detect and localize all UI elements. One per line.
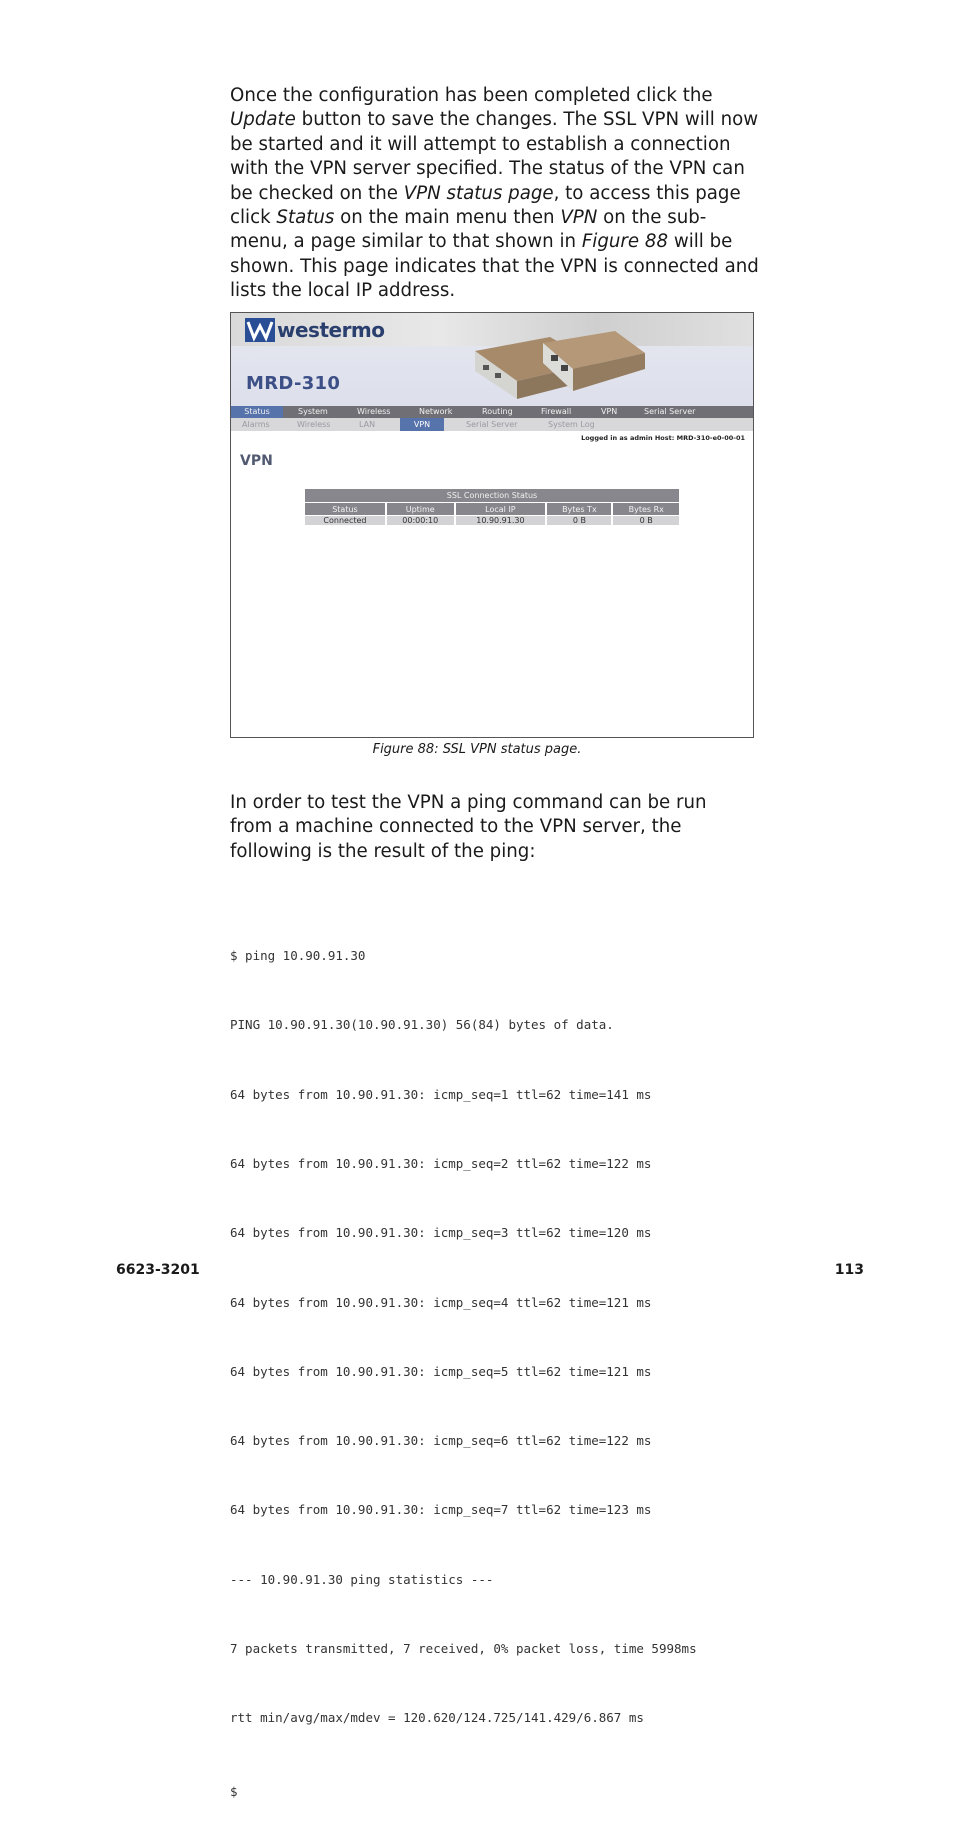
- console-line: 64 bytes from 10.90.91.30: icmp_seq=4 ttl=62 time=121 ms: [230, 1294, 652, 1310]
- vpn-page-title: VPN: [240, 453, 273, 469]
- intro-figure-ref: Figure 88: [581, 231, 669, 253]
- nav-sub-serial-server[interactable]: Serial Server: [466, 420, 518, 429]
- intro-update-term: Update: [230, 109, 296, 131]
- logged-in-info: [581, 434, 745, 442]
- col-uptime: Uptime: [387, 503, 454, 515]
- router-device-image: [455, 329, 645, 403]
- logo-w-icon: [245, 318, 275, 342]
- logo-text: westermo: [277, 318, 385, 342]
- nav-sub-lan[interactable]: LAN: [359, 420, 376, 429]
- logged-prefix: Logged in as: [581, 434, 630, 442]
- col-status: Status: [305, 503, 385, 515]
- console-line: 64 bytes from 10.90.91.30: icmp_seq=7 ttl=62 time=123 ms: [230, 1502, 652, 1518]
- nav-main-vpn[interactable]: VPN: [601, 407, 618, 416]
- nav-main-firewall[interactable]: Firewall: [541, 407, 572, 416]
- westermo-logo: [245, 318, 385, 342]
- console-line: 64 bytes from 10.90.91.30: icmp_seq=2 ttl=62 time=122 ms: [230, 1156, 652, 1172]
- logged-host: Host: MRD-310-e0-00-01: [652, 434, 745, 442]
- intro-vpn-status-term: VPN status page: [403, 182, 554, 204]
- ping-intro-paragraph: In order to test the VPN a ping command can be run from a machine connected to the VPN server, the following is the result of the ping:: [230, 792, 707, 862]
- console-line: 64 bytes from 10.90.91.30: icmp_seq=1 ttl=62 time=141 ms: [230, 1086, 652, 1102]
- intro-text-5: on the sub-menu, a page similar to that shown in: [230, 207, 707, 253]
- nav-main-status[interactable]: Status: [231, 406, 283, 418]
- table-row: [305, 516, 679, 525]
- console-line: 64 bytes from 10.90.91.30: icmp_seq=5 ttl=62 time=121 ms: [230, 1363, 652, 1379]
- nav-main-serial-server[interactable]: Serial Server: [644, 407, 696, 416]
- ssl-table-caption: SSL Connection Status: [305, 489, 679, 502]
- cell-bytes-rx: 0 B: [613, 516, 679, 525]
- nav-main-system[interactable]: System: [298, 407, 328, 416]
- nav-main-network[interactable]: Network: [419, 407, 453, 416]
- console-line: 64 bytes from 10.90.91.30: icmp_seq=3 ttl=62 time=120 ms: [230, 1225, 652, 1241]
- ssl-status-table: [303, 488, 681, 526]
- figure-caption: Figure 88: SSL VPN status page.: [372, 742, 582, 757]
- col-local-ip: Local IP: [456, 503, 546, 515]
- intro-text-4: on the main menu then: [334, 207, 561, 229]
- intro-text-2: button to save the changes. The SSL VPN will now be started and it will attempt to establish a connection with the VPN server specified. The status of the VPN can be checked on the: [230, 109, 759, 204]
- main-nav: [231, 406, 753, 418]
- ping-console-output: [230, 898, 697, 1826]
- intro-text-3: , to access this page click: [230, 182, 741, 229]
- col-bytes-rx: Bytes Rx: [613, 503, 679, 515]
- nav-main-wireless[interactable]: Wireless: [357, 407, 391, 416]
- console-line: --- 10.90.91.30 ping statistics ---: [230, 1571, 494, 1587]
- doc-number: 6623-3201: [116, 1262, 200, 1278]
- nav-sub-system-log[interactable]: System Log: [548, 420, 595, 429]
- col-bytes-tx: Bytes Tx: [547, 503, 611, 515]
- console-line: rtt min/avg/max/mdev = 120.620/124.725/141.429/6.867 ms: [230, 1710, 644, 1726]
- model-name: MRD-310: [246, 373, 341, 394]
- nav-main-routing[interactable]: Routing: [482, 407, 513, 416]
- w-mark-icon: [245, 318, 275, 342]
- console-line: $: [230, 1783, 238, 1799]
- logged-user: admin: [629, 434, 653, 442]
- intro-text-6: will be shown. This page indicates that the VPN is connected and lists the local IP address.: [230, 231, 759, 302]
- nav-sub-alarms[interactable]: Alarms: [242, 420, 270, 429]
- cell-local-ip: 10.90.91.30: [456, 516, 546, 525]
- cell-bytes-tx: 0 B: [547, 516, 611, 525]
- sub-nav: [231, 418, 753, 431]
- cell-uptime: 00:00:10: [387, 516, 454, 525]
- intro-paragraph: [230, 84, 760, 304]
- intro-status-term: Status: [276, 207, 335, 229]
- figure-screenshot: [230, 312, 754, 738]
- intro-vpn-term: VPN: [560, 207, 598, 229]
- router-banner: [231, 313, 753, 406]
- nav-sub-wireless[interactable]: Wireless: [297, 420, 331, 429]
- intro-text-1: Once the configuration has been completed click the: [230, 85, 713, 106]
- console-line: $ ping 10.90.91.30: [230, 948, 366, 964]
- page-number: 113: [834, 1262, 864, 1278]
- console-line: 7 packets transmitted, 7 received, 0% packet loss, time 5998ms: [230, 1641, 697, 1656]
- cell-status: Connected: [305, 516, 385, 525]
- nav-sub-vpn[interactable]: VPN: [400, 418, 444, 431]
- console-line: PING 10.90.91.30(10.90.91.30) 56(84) bytes of data.: [230, 1017, 614, 1033]
- console-line: 64 bytes from 10.90.91.30: icmp_seq=6 ttl=62 time=122 ms: [230, 1433, 652, 1449]
